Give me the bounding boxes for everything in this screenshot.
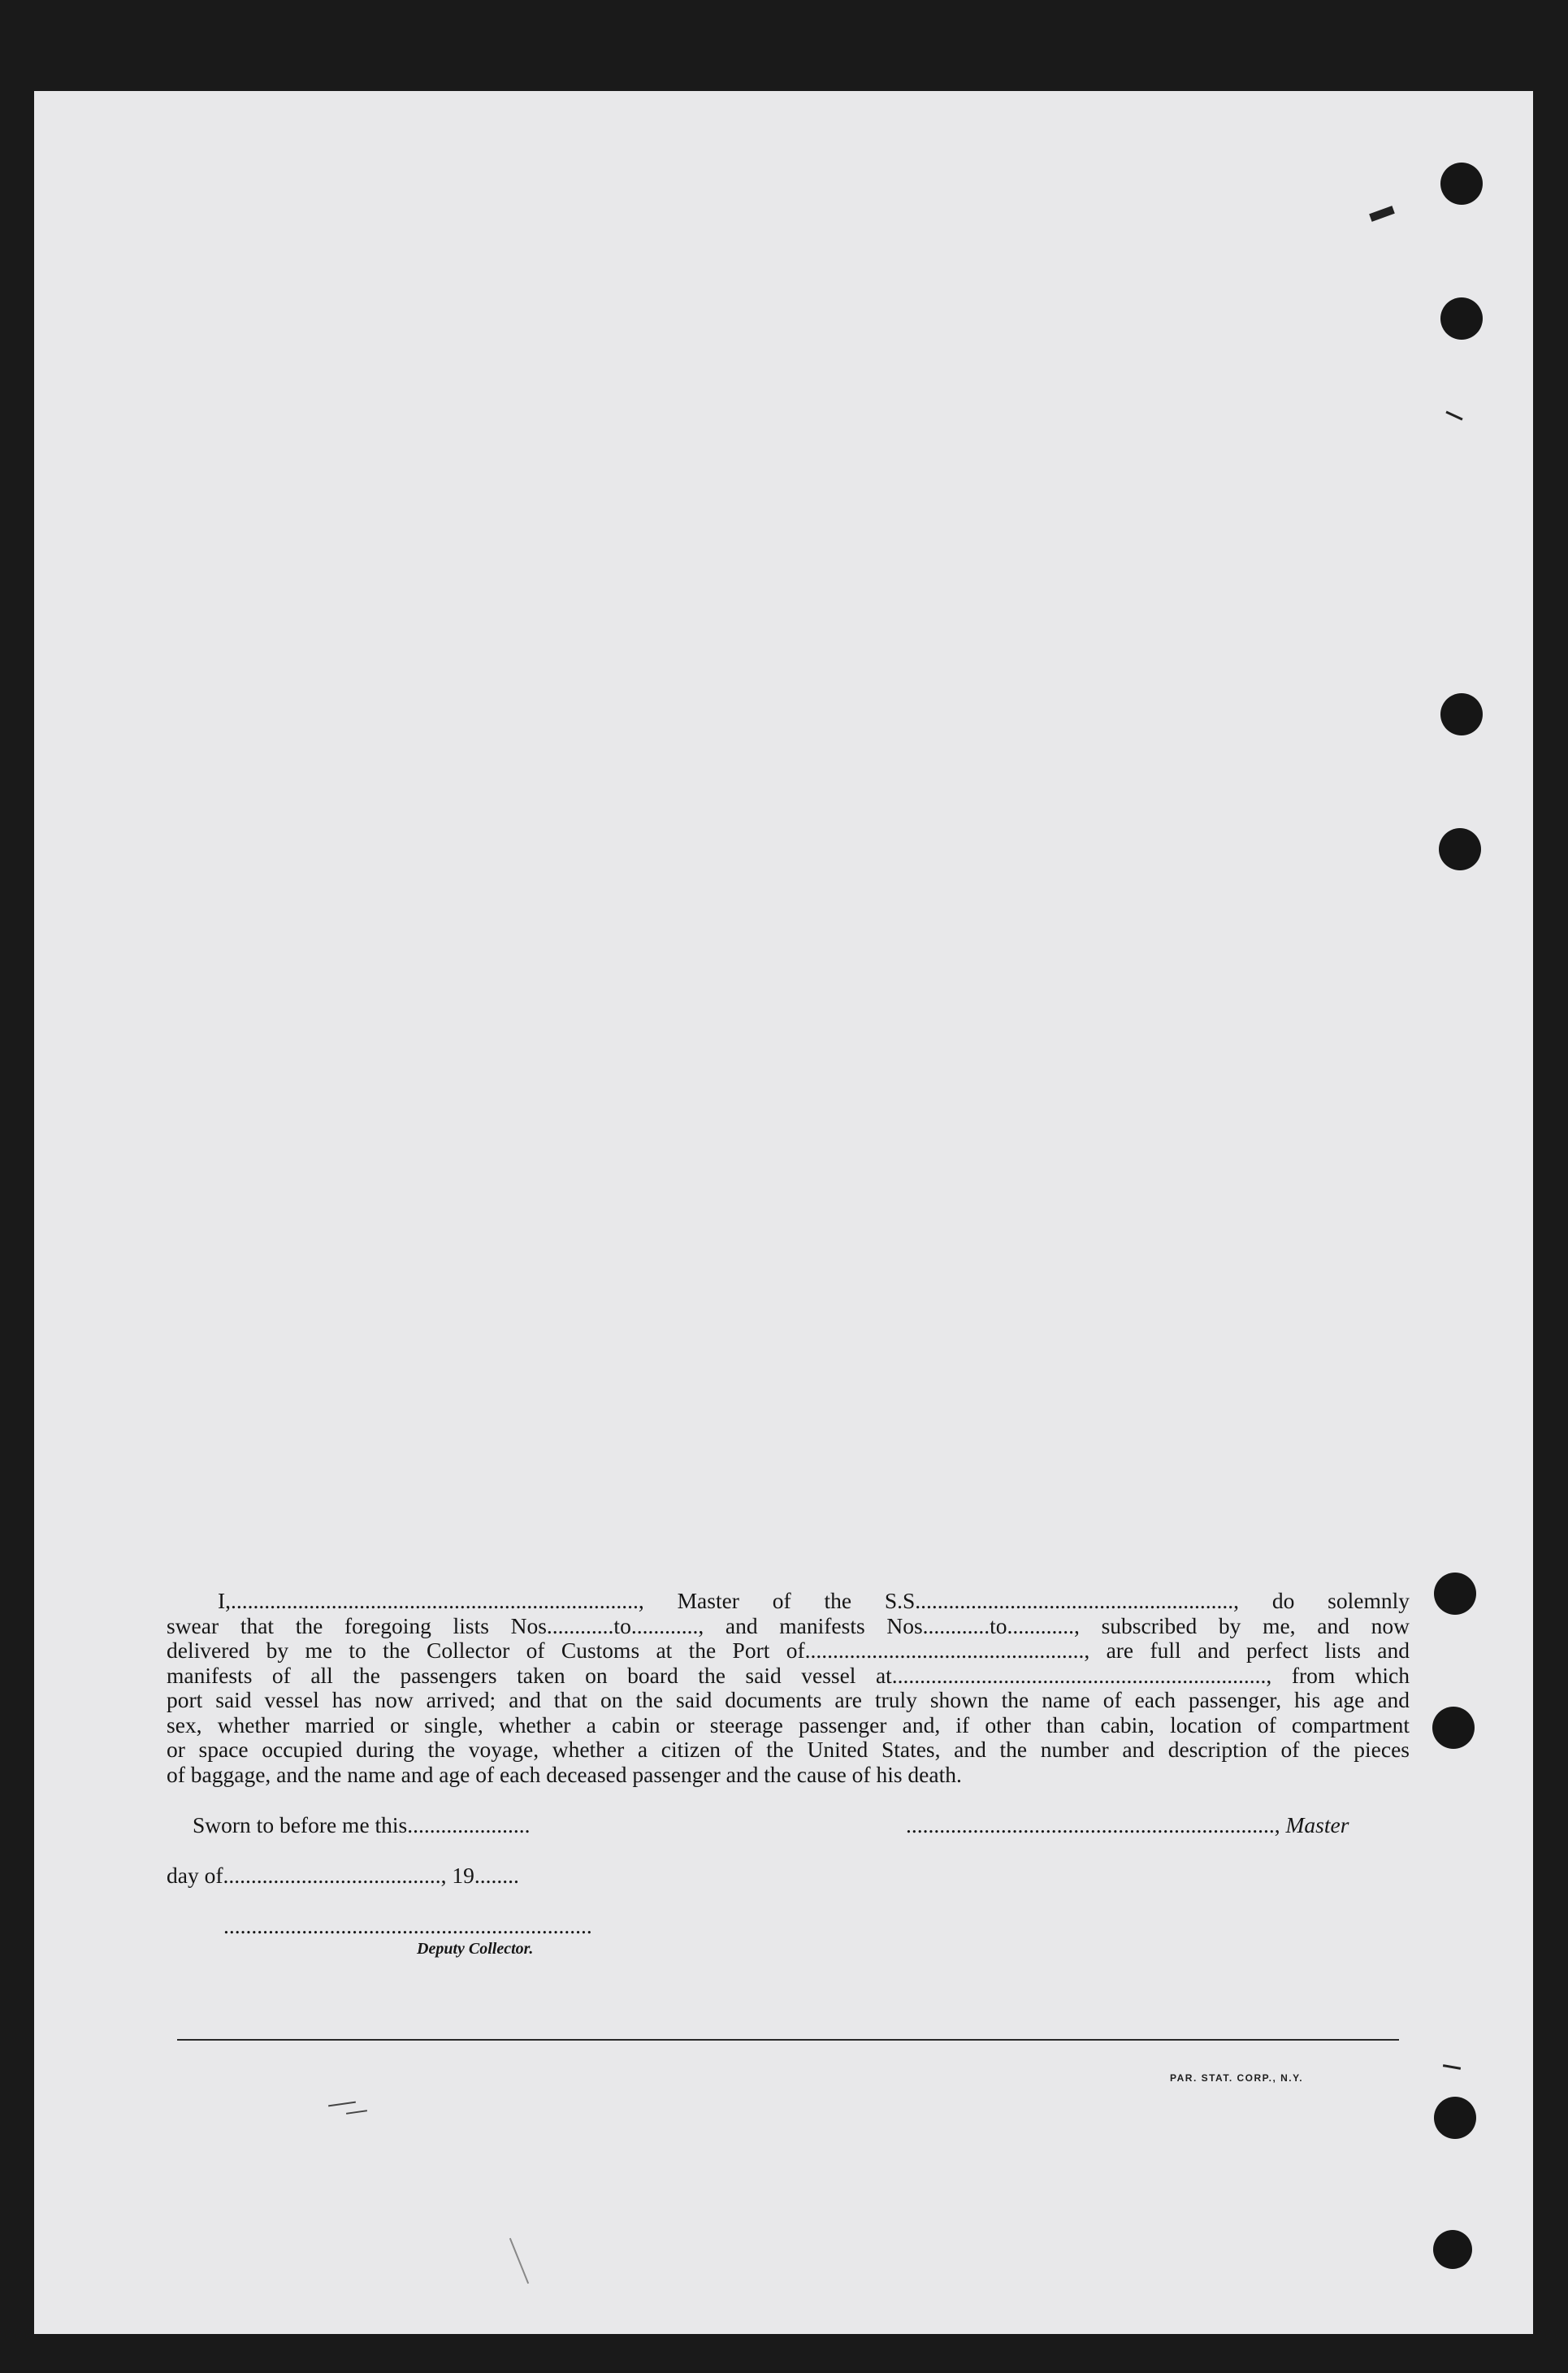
pencil-mark: [509, 2238, 529, 2284]
master-signature-line: [906, 1812, 1349, 1838]
punch-hole: [1434, 1573, 1476, 1615]
oath-line: sex, whether married or single, whether a cabin or steerage passenger and, if other than cabin, location of compartment: [167, 1711, 1410, 1737]
pencil-mark: [346, 2110, 367, 2115]
punch-hole: [1440, 297, 1483, 340]
horizontal-rule: [177, 2039, 1399, 2041]
ink-mark: [1369, 206, 1395, 222]
oath-line: or space occupied during the voyage, whether a citizen of the United States, and the number and description of the pieces: [167, 1737, 1410, 1762]
sworn-line: Sworn to before me this......................: [193, 1812, 531, 1837]
master-oath-paragraph: [167, 1589, 1410, 1787]
day-line: day of......................................., 19........: [167, 1863, 519, 1888]
punch-hole: [1434, 2097, 1476, 2139]
oath-line: swear that the foregoing lists Nos............to............, and manifests Nos............to............, subscribed by me, and now: [167, 1612, 1410, 1638]
punch-hole: [1439, 828, 1481, 870]
deputy-collector-label: Deputy Collector.: [417, 1940, 534, 1958]
master-label: Master: [1285, 1812, 1349, 1837]
ink-mark: [1445, 410, 1462, 420]
ink-mark: [1443, 2064, 1461, 2070]
punch-hole: [1440, 163, 1483, 205]
punch-hole: [1433, 2230, 1472, 2269]
oath-line: of baggage, and the name and age of each deceased passenger and the cause of his death.: [167, 1761, 962, 1787]
punch-hole: [1440, 693, 1483, 735]
oath-line: manifests of all the passengers taken on board the said vessel at..................................................................., from which: [167, 1662, 1410, 1688]
oath-line: delivered by me to the Collector of Customs at the Port of.................................................., are full and perfect lists and: [167, 1638, 1410, 1663]
punch-hole: [1432, 1707, 1475, 1749]
oath-line: port said vessel has now arrived; and that on the said documents are truly shown the name of each passenger, his age and: [167, 1687, 1410, 1712]
deputy-collector-signature-line: ..................................................................: [223, 1913, 592, 1938]
printer-mark: PAR. STAT. CORP., N.Y.: [1170, 2072, 1304, 2084]
oath-line: I,........................................................................., Master of the S.S........................................................., do solemnly: [218, 1588, 1410, 1613]
master-signature-dots: ..................................................................,: [906, 1812, 1280, 1837]
manifest-page: [34, 91, 1533, 2334]
pencil-mark: [328, 2102, 356, 2107]
